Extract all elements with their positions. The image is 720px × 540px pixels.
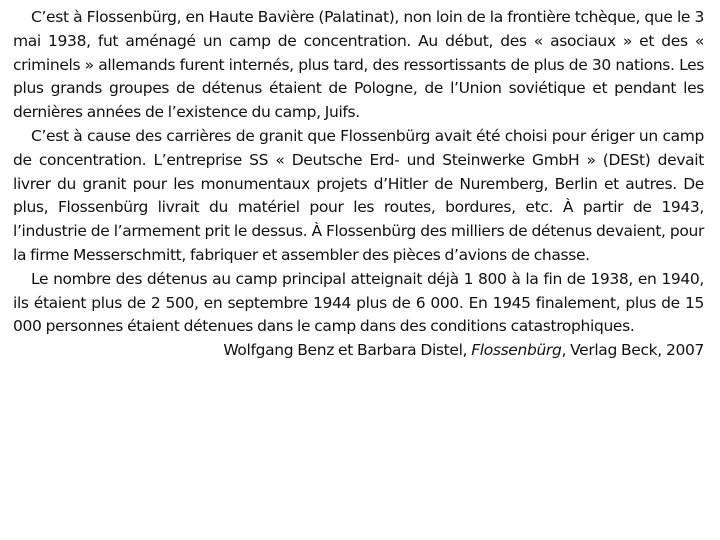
- citation: [13, 339, 704, 363]
- citation-publisher: , Verlag Beck, 2007: [561, 341, 704, 360]
- citation-authors: Wolfgang Benz et Barbara Distel,: [223, 341, 472, 360]
- paragraph-3: Le nombre des détenus au camp principal atteignait déjà 1 800 à la fin de 1938, en 1940, ils étaient plus de 2 500, en septembre 1944 plus de 6 000. En 1945 finalement, plus de 15 000 personnes étaient détenues dans le camp dans des conditions catastrophiques.: [13, 269, 704, 336]
- paragraph-1: C’est à Flossenbürg, en Haute Bavière (Palatinat), non loin de la frontière tchèque, que le 3 mai 1938, fut aménagé un camp de concentration. Au début, des « asociaux » et des « criminels » allemands furent internés, plus tard, des ressortissants de plus de 30 nations. Les plus grands groupes de détenus étaient de Pologne, de l’Union soviétique et pendant les dernières années de l’existence du camp, Juifs.: [13, 8, 704, 122]
- text-block: [13, 6, 704, 363]
- paragraph-2: C’est à cause des carrières de granit que Flossenbürg avait été choisi pour ériger un camp de concentration. L’entreprise SS « Deutsche Erd- und Steinwerke GmbH » (DESt) devait livrer du granit pour les monumentaux projets d’Hitler de Nuremberg, Berlin et autres. De plus, Flossenbürg livrait du matériel pour les routes, bordures, etc. À partir de 1943, l’industrie de l’armement prit le dessus. À Flossenbürg des milliers de détenus devaient, pour la firme Messerschmitt, fabriquer et assembler des pièces d’avions de chasse.: [13, 126, 704, 264]
- citation-book-title: Flossenbürg: [471, 341, 562, 360]
